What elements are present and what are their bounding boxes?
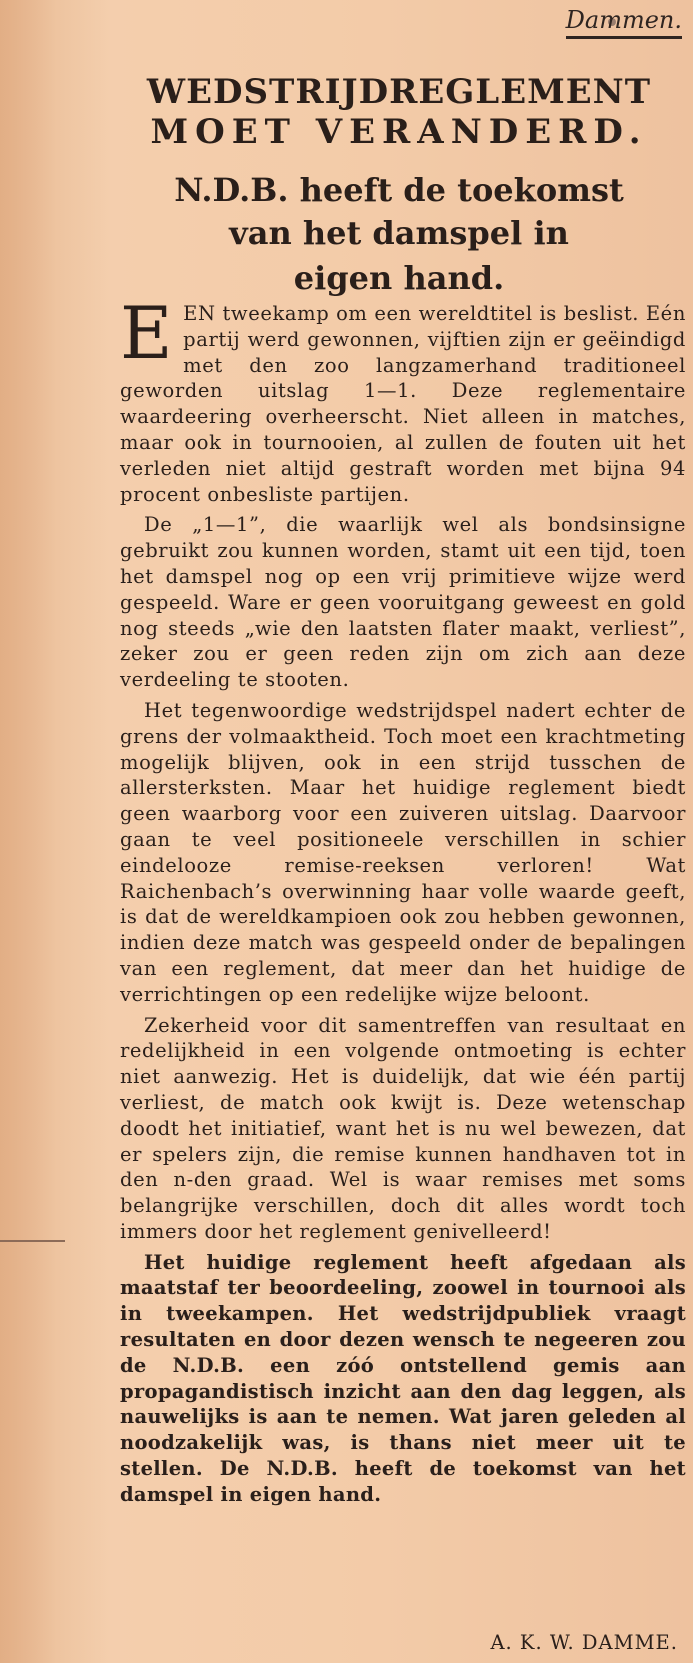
paragraph-1-text: EN tweekamp om een wereldtitel is beslist. Eén partij werd gewonnen, vijftien zijn er geëindigd met den zoo langzamerhand traditioneel geworden uitslag 1—1. Deze reglementaire waardeering overheerscht. Niet alleen in matches, maar ook in tournooien, al zullen de fouten uit het verleden niet altijd gestraft worden met bijna 94 procent onbesliste partijen. bbox=[120, 302, 686, 506]
headline-line-2: MOET VERANDERD. bbox=[150, 112, 648, 152]
paragraph-2: De „1—1”, die waarlijk wel als bondsinsigne gebruikt zou kunnen worden, stamt uit een tijd, toen het damspel nog op een vrij primitieve wijze werd gespeeld. Ware er geen vooruitgang geweest en gold nog steeds „wie den laatsten flater maakt, verliest”, zeker zou er geen reden zijn om zich aan deze verdeeling te stooten. bbox=[120, 513, 686, 692]
paper-margin bbox=[0, 0, 110, 1663]
drop-cap: E bbox=[120, 291, 174, 375]
headline-line-1: WEDSTRIJDREGLEMENT bbox=[146, 72, 652, 112]
subheadline-line-1: N.D.B. heeft de toekomst bbox=[174, 171, 624, 209]
paragraph-1 bbox=[120, 291, 686, 507]
subheadline-line-3: eigen hand. bbox=[293, 259, 505, 297]
article-body bbox=[120, 291, 686, 1513]
subheadline-line-2: van het damspel in bbox=[229, 214, 569, 252]
section-tag: Dammen. bbox=[566, 6, 682, 39]
paragraph-4: Zekerheid voor dit samentreffen van resultaat en redelijkheid in een volgende ontmoeting is echter niet aanwezig. Het is duidelijk, dat wie één partij verliest, de match ook kwijt is. Deze wetenschap doodt het initiatief, want het is nu wel bewezen, dat er spelers zijn, die remise kunnen handhaven tot in den n-den graad. Wel is waar remises met soms belangrijke verschillen, doch dit alles wordt toch immers door het reglement genivelleerd! bbox=[120, 1013, 686, 1243]
paragraph-3: Het tegenwoordige wedstrijdspel nadert echter de grens der volmaaktheid. Toch moet een krachtmeting mogelijk blijven, ook in een strijd tusschen de allersterksten. Maar het huidige reglement biedt geen waarborg voor een zuiveren uitslag. Daarvoor gaan te veel positioneele verschillen in schier eindelooze remise-reeksen verloren! Wat Raichenbach’s overwinning haar volle waarde geeft, is dat de wereldkampioen ook zou hebben gewonnen, indien deze match was gespeeld onder de bepalingen van een reglement, dat meer dan het huidige de verrichtingen op een redelijke wijze beloont. bbox=[120, 698, 686, 1006]
article-column bbox=[110, 0, 688, 1663]
fold-crease bbox=[0, 1240, 65, 1242]
paragraph-5: Het huidige reglement heeft afgedaan als maatstaf ter beoordeeling, zoowel in tournooi als in tweekampen. Het wedstrijdpubliek vraagt resultaten en door dezen wensch te negeeren zou de N.D.B. een zóó ontstellend gemis aan propagandistisch inzicht aan den dag leggen, als nauwelijks is aan te nemen. Wat jaren geleden al noodzakelijk was, is thans niet meer uit te stellen. De N.D.B. heeft de toekomst van het damspel in eigen hand. bbox=[120, 1250, 686, 1506]
author-signature: A. K. W. DAMME. bbox=[490, 1631, 678, 1654]
